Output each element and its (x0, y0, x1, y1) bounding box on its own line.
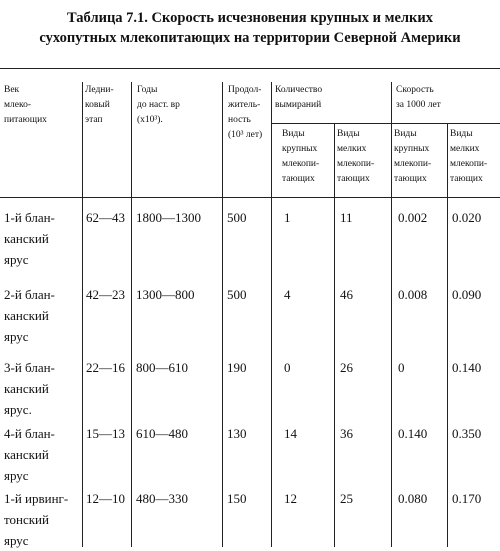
header-line: за 1000 лет (396, 100, 441, 110)
header-line: этап (85, 115, 103, 125)
age-line: тонский (4, 512, 49, 527)
header-line: Виды (394, 129, 417, 139)
header-line: мелких (337, 144, 367, 154)
cell-rate-large: 0 (398, 360, 405, 375)
cell-duration: 500 (227, 210, 247, 225)
age-line: канский (4, 447, 49, 462)
column-divider (334, 124, 335, 547)
header-line: млекопи- (394, 159, 432, 169)
cell-rate-small: 0.350 (452, 426, 482, 441)
header-line: млеко- (4, 100, 32, 110)
header-rate-small (450, 127, 487, 187)
cell-age (4, 207, 55, 270)
cell-rate-large: 0.002 (398, 210, 428, 225)
cell-rate-large: 0.008 (398, 287, 428, 302)
header-extinctions (275, 83, 322, 113)
cell-years: 610—480 (136, 426, 188, 441)
header-glacial (85, 83, 114, 128)
header-line: вымираний (275, 100, 322, 110)
age-line: ярус (4, 468, 29, 483)
age-line: 4-й блан- (4, 426, 55, 441)
cell-extinctions-small: 46 (340, 287, 353, 302)
header-line: питающих (4, 115, 47, 125)
cell-extinctions-large: 14 (284, 426, 297, 441)
table-title-line-2: сухопутных млекопитающих на территории Северной Америки (39, 30, 461, 46)
age-line: 2-й блан- (4, 287, 55, 302)
cell-extinctions-large: 4 (284, 287, 291, 302)
age-line: 3-й блан- (4, 360, 55, 375)
header-line: млекопи- (450, 159, 488, 169)
header-line: ковый (85, 100, 110, 110)
header-line: Годы (137, 85, 158, 95)
age-line: ярус (4, 252, 29, 267)
header-rate (396, 83, 441, 113)
header-line: Виды (337, 129, 360, 139)
column-divider (271, 82, 272, 547)
header-line: Виды (450, 129, 473, 139)
cell-extinctions-large: 1 (284, 210, 291, 225)
header-line: тающих (337, 174, 370, 184)
cell-glacial: 62—43 (86, 210, 125, 225)
cell-duration: 150 (227, 491, 247, 506)
header-line: крупных (282, 144, 318, 154)
cell-age (4, 357, 55, 420)
cell-duration: 190 (227, 360, 247, 375)
header-line: Виды (282, 129, 305, 139)
column-divider (131, 82, 132, 547)
header-duration (228, 83, 262, 143)
header-line: тающих (282, 174, 315, 184)
header-line: (x10³). (137, 115, 163, 125)
cell-glacial: 15—13 (86, 426, 125, 441)
header-line: Век (4, 85, 20, 95)
header-line: Ледни- (85, 85, 114, 95)
header-line: млекопи- (282, 159, 320, 169)
cell-years: 800—610 (136, 360, 188, 375)
age-line: канский (4, 308, 49, 323)
cell-glacial: 22—16 (86, 360, 125, 375)
header-extinctions-large (282, 127, 319, 187)
cell-years: 1800—1300 (136, 210, 201, 225)
header-years (137, 83, 180, 128)
header-line: Продол- (228, 85, 262, 95)
cell-rate-large: 0.080 (398, 491, 428, 506)
cell-extinctions-large: 12 (284, 491, 297, 506)
header-line: Количество (275, 85, 323, 95)
age-line: канский (4, 231, 49, 246)
header-extinctions-small (337, 127, 374, 187)
cell-extinctions-small: 26 (340, 360, 353, 375)
age-line: 1-й ирвинг- (4, 491, 69, 506)
table-title (0, 8, 500, 48)
cell-rate-small: 0.090 (452, 287, 482, 302)
header-age (4, 83, 47, 128)
cell-glacial: 12—10 (86, 491, 125, 506)
cell-age (4, 488, 68, 551)
header-line: крупных (394, 144, 430, 154)
cell-extinctions-small: 36 (340, 426, 353, 441)
header-line: житель- (228, 100, 261, 110)
cell-rate-small: 0.020 (452, 210, 482, 225)
age-line: ярус (4, 329, 29, 344)
column-divider (82, 82, 83, 547)
header-bottom-rule (0, 197, 500, 198)
age-line: 1-й блан- (4, 210, 55, 225)
header-line: тающих (394, 174, 427, 184)
cell-extinctions-large: 0 (284, 360, 291, 375)
header-line: до наст. вр (137, 100, 180, 110)
cell-duration: 500 (227, 287, 247, 302)
age-line: канский (4, 381, 49, 396)
cell-years: 1300—800 (136, 287, 195, 302)
age-line: ярус (4, 533, 29, 548)
cell-rate-large: 0.140 (398, 426, 428, 441)
cell-age (4, 423, 55, 486)
table-title-line-1: Таблица 7.1. Скорость исчезновения крупных и мелких (67, 10, 433, 26)
cell-glacial: 42—23 (86, 287, 125, 302)
header-line: мелких (450, 144, 480, 154)
cell-rate-small: 0.170 (452, 491, 482, 506)
column-divider (447, 124, 448, 547)
cell-rate-small: 0.140 (452, 360, 482, 375)
cell-extinctions-small: 25 (340, 491, 353, 506)
cell-duration: 130 (227, 426, 247, 441)
cell-extinctions-small: 11 (340, 210, 353, 225)
cell-age (4, 284, 55, 347)
column-divider (391, 82, 392, 547)
header-line: млекопи- (337, 159, 375, 169)
table-top-rule (0, 68, 500, 69)
age-line: ярус. (4, 402, 32, 417)
header-line: ность (228, 115, 251, 125)
header-rate-large (394, 127, 431, 187)
header-line: (10³ лет) (228, 130, 263, 140)
cell-years: 480—330 (136, 491, 188, 506)
subheader-rule (272, 123, 500, 124)
column-divider (222, 82, 223, 547)
header-line: Скорость (396, 85, 434, 95)
header-line: тающих (450, 174, 483, 184)
